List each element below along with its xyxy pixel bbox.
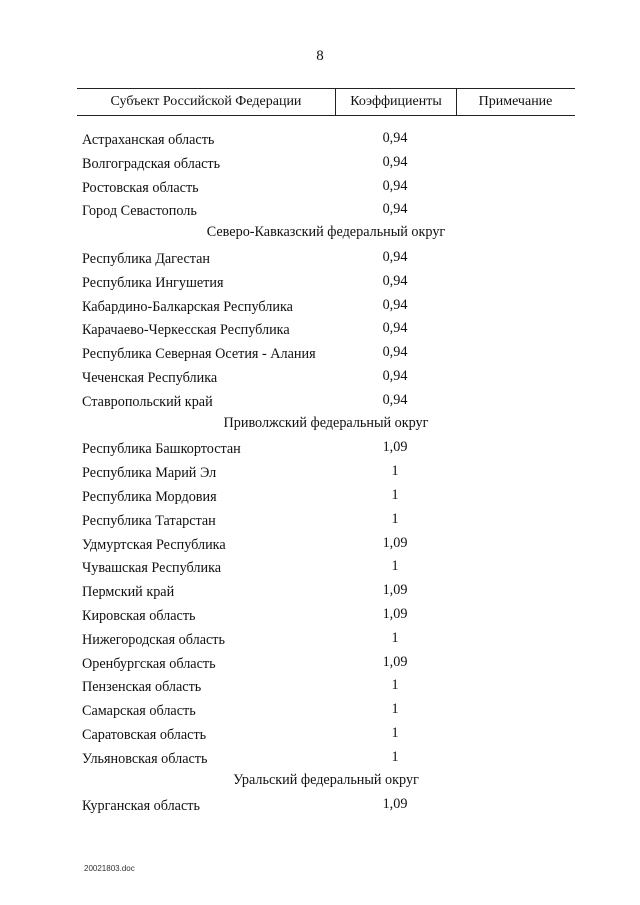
- table-row: [77, 128, 575, 152]
- coefficient-value: 1: [391, 486, 399, 503]
- subject-name: Чувашская Республика: [82, 560, 222, 577]
- subject-name: Кировская область: [82, 607, 196, 624]
- subject-name: Кабардино-Балкарская Республика: [82, 298, 293, 315]
- table-row: [77, 461, 575, 485]
- subject-name: Чеченская Республика: [82, 369, 218, 386]
- coefficient-value: 1,09: [382, 582, 408, 599]
- coefficient-value: 1: [391, 677, 399, 694]
- subject-name: Самарская область: [82, 703, 196, 720]
- subject-name: Удмуртская Республика: [82, 536, 226, 553]
- table-row: [77, 723, 575, 747]
- coefficient-value: 0,94: [382, 177, 408, 194]
- table-row: [77, 699, 575, 723]
- coefficient-value: 1,09: [382, 796, 408, 813]
- subject-name: Курганская область: [82, 798, 200, 815]
- document-code: 20021803.doc: [84, 864, 135, 873]
- subject-name: Волгоградская область: [82, 155, 221, 172]
- table-row: [77, 628, 575, 652]
- coefficient-value: 0,94: [382, 201, 408, 218]
- header-subject: Субъект Российской Федерации: [110, 94, 302, 109]
- table-row: [77, 295, 575, 319]
- subject-name: Республика Дагестан: [82, 250, 211, 267]
- table-row: [77, 390, 575, 414]
- coefficient-value: 0,94: [382, 344, 408, 361]
- table-row: [77, 604, 575, 628]
- coefficient-value: 0,94: [382, 296, 408, 313]
- coefficient-value: 1: [391, 558, 399, 575]
- table-row: [77, 176, 575, 200]
- table-row: [77, 485, 575, 509]
- subject-name: Ульяновская область: [82, 750, 208, 767]
- subject-name: Астраханская область: [82, 132, 215, 148]
- table-row: [77, 271, 575, 295]
- coefficient-value: 0,94: [382, 248, 408, 265]
- coefficient-value: 1: [391, 463, 399, 480]
- subject-name: Карачаево-Черкесская Республика: [82, 322, 290, 339]
- district-header-row: [77, 771, 575, 795]
- table-row: [77, 747, 575, 771]
- page-number: 8: [316, 48, 324, 64]
- district-name: Северо-Кавказский федеральный округ: [206, 224, 446, 241]
- coefficient-value: 0,94: [382, 320, 408, 337]
- table-row: [77, 509, 575, 533]
- subject-name: Республика Мордовия: [82, 488, 217, 505]
- table-row: [77, 652, 575, 676]
- subject-name: Республика Марий Эл: [82, 465, 217, 482]
- subject-name: Оренбургская область: [82, 655, 216, 672]
- coefficient-value: 0,94: [382, 391, 408, 408]
- coefficient-value: 1: [391, 629, 399, 646]
- table-row: [77, 794, 575, 818]
- table-row: [77, 533, 575, 557]
- subject-name: Ростовская область: [82, 179, 199, 196]
- table-row: [77, 366, 575, 390]
- coefficient-value: 1: [391, 724, 399, 741]
- coefficient-value: 1,09: [382, 653, 408, 670]
- coefficient-value: 1,09: [382, 439, 408, 456]
- coefficient-value: 1,09: [382, 605, 408, 622]
- subject-name: Саратовская область: [82, 726, 207, 743]
- header-note: Примечание: [478, 94, 553, 109]
- table-row: [77, 556, 575, 580]
- coefficient-value: 1,09: [382, 534, 408, 551]
- table-row: [77, 152, 575, 176]
- coefficient-value: 0,94: [382, 272, 408, 289]
- subject-name: Республика Северная Осетия - Алания: [82, 346, 316, 363]
- coefficient-value: 0,94: [382, 153, 408, 170]
- district-header-row: [77, 223, 575, 247]
- subject-name: Республика Татарстан: [82, 512, 216, 529]
- table-row: [77, 675, 575, 699]
- district-name: Приволжский федеральный округ: [223, 414, 429, 431]
- table-header: [77, 88, 575, 116]
- table-row: [77, 342, 575, 366]
- coefficient-value: 1: [391, 701, 399, 718]
- table-row: [77, 318, 575, 342]
- table-row: [77, 199, 575, 223]
- table-row: [77, 580, 575, 604]
- subject-name: Республика Ингушетия: [82, 274, 224, 291]
- table-row: [77, 437, 575, 461]
- coefficient-value: 1: [391, 510, 399, 527]
- table-row: [77, 247, 575, 271]
- header-coefficients: Коэффициенты: [335, 89, 457, 115]
- subject-name: Ставропольский край: [82, 393, 213, 410]
- coefficient-value: 0,94: [382, 130, 408, 146]
- table-body: [77, 128, 575, 818]
- subject-name: Город Севастополь: [82, 203, 197, 220]
- district-name: Уральский федеральный округ: [233, 771, 419, 788]
- subject-name: Республика Башкортостан: [82, 441, 241, 458]
- subject-name: Нижегородская область: [82, 631, 225, 648]
- district-header-row: [77, 414, 575, 438]
- subject-name: Пензенская область: [82, 679, 202, 696]
- subject-name: Пермский край: [82, 584, 175, 601]
- coefficient-value: 1: [391, 748, 399, 765]
- coefficients-table: [77, 88, 575, 815]
- coefficient-value: 0,94: [382, 367, 408, 384]
